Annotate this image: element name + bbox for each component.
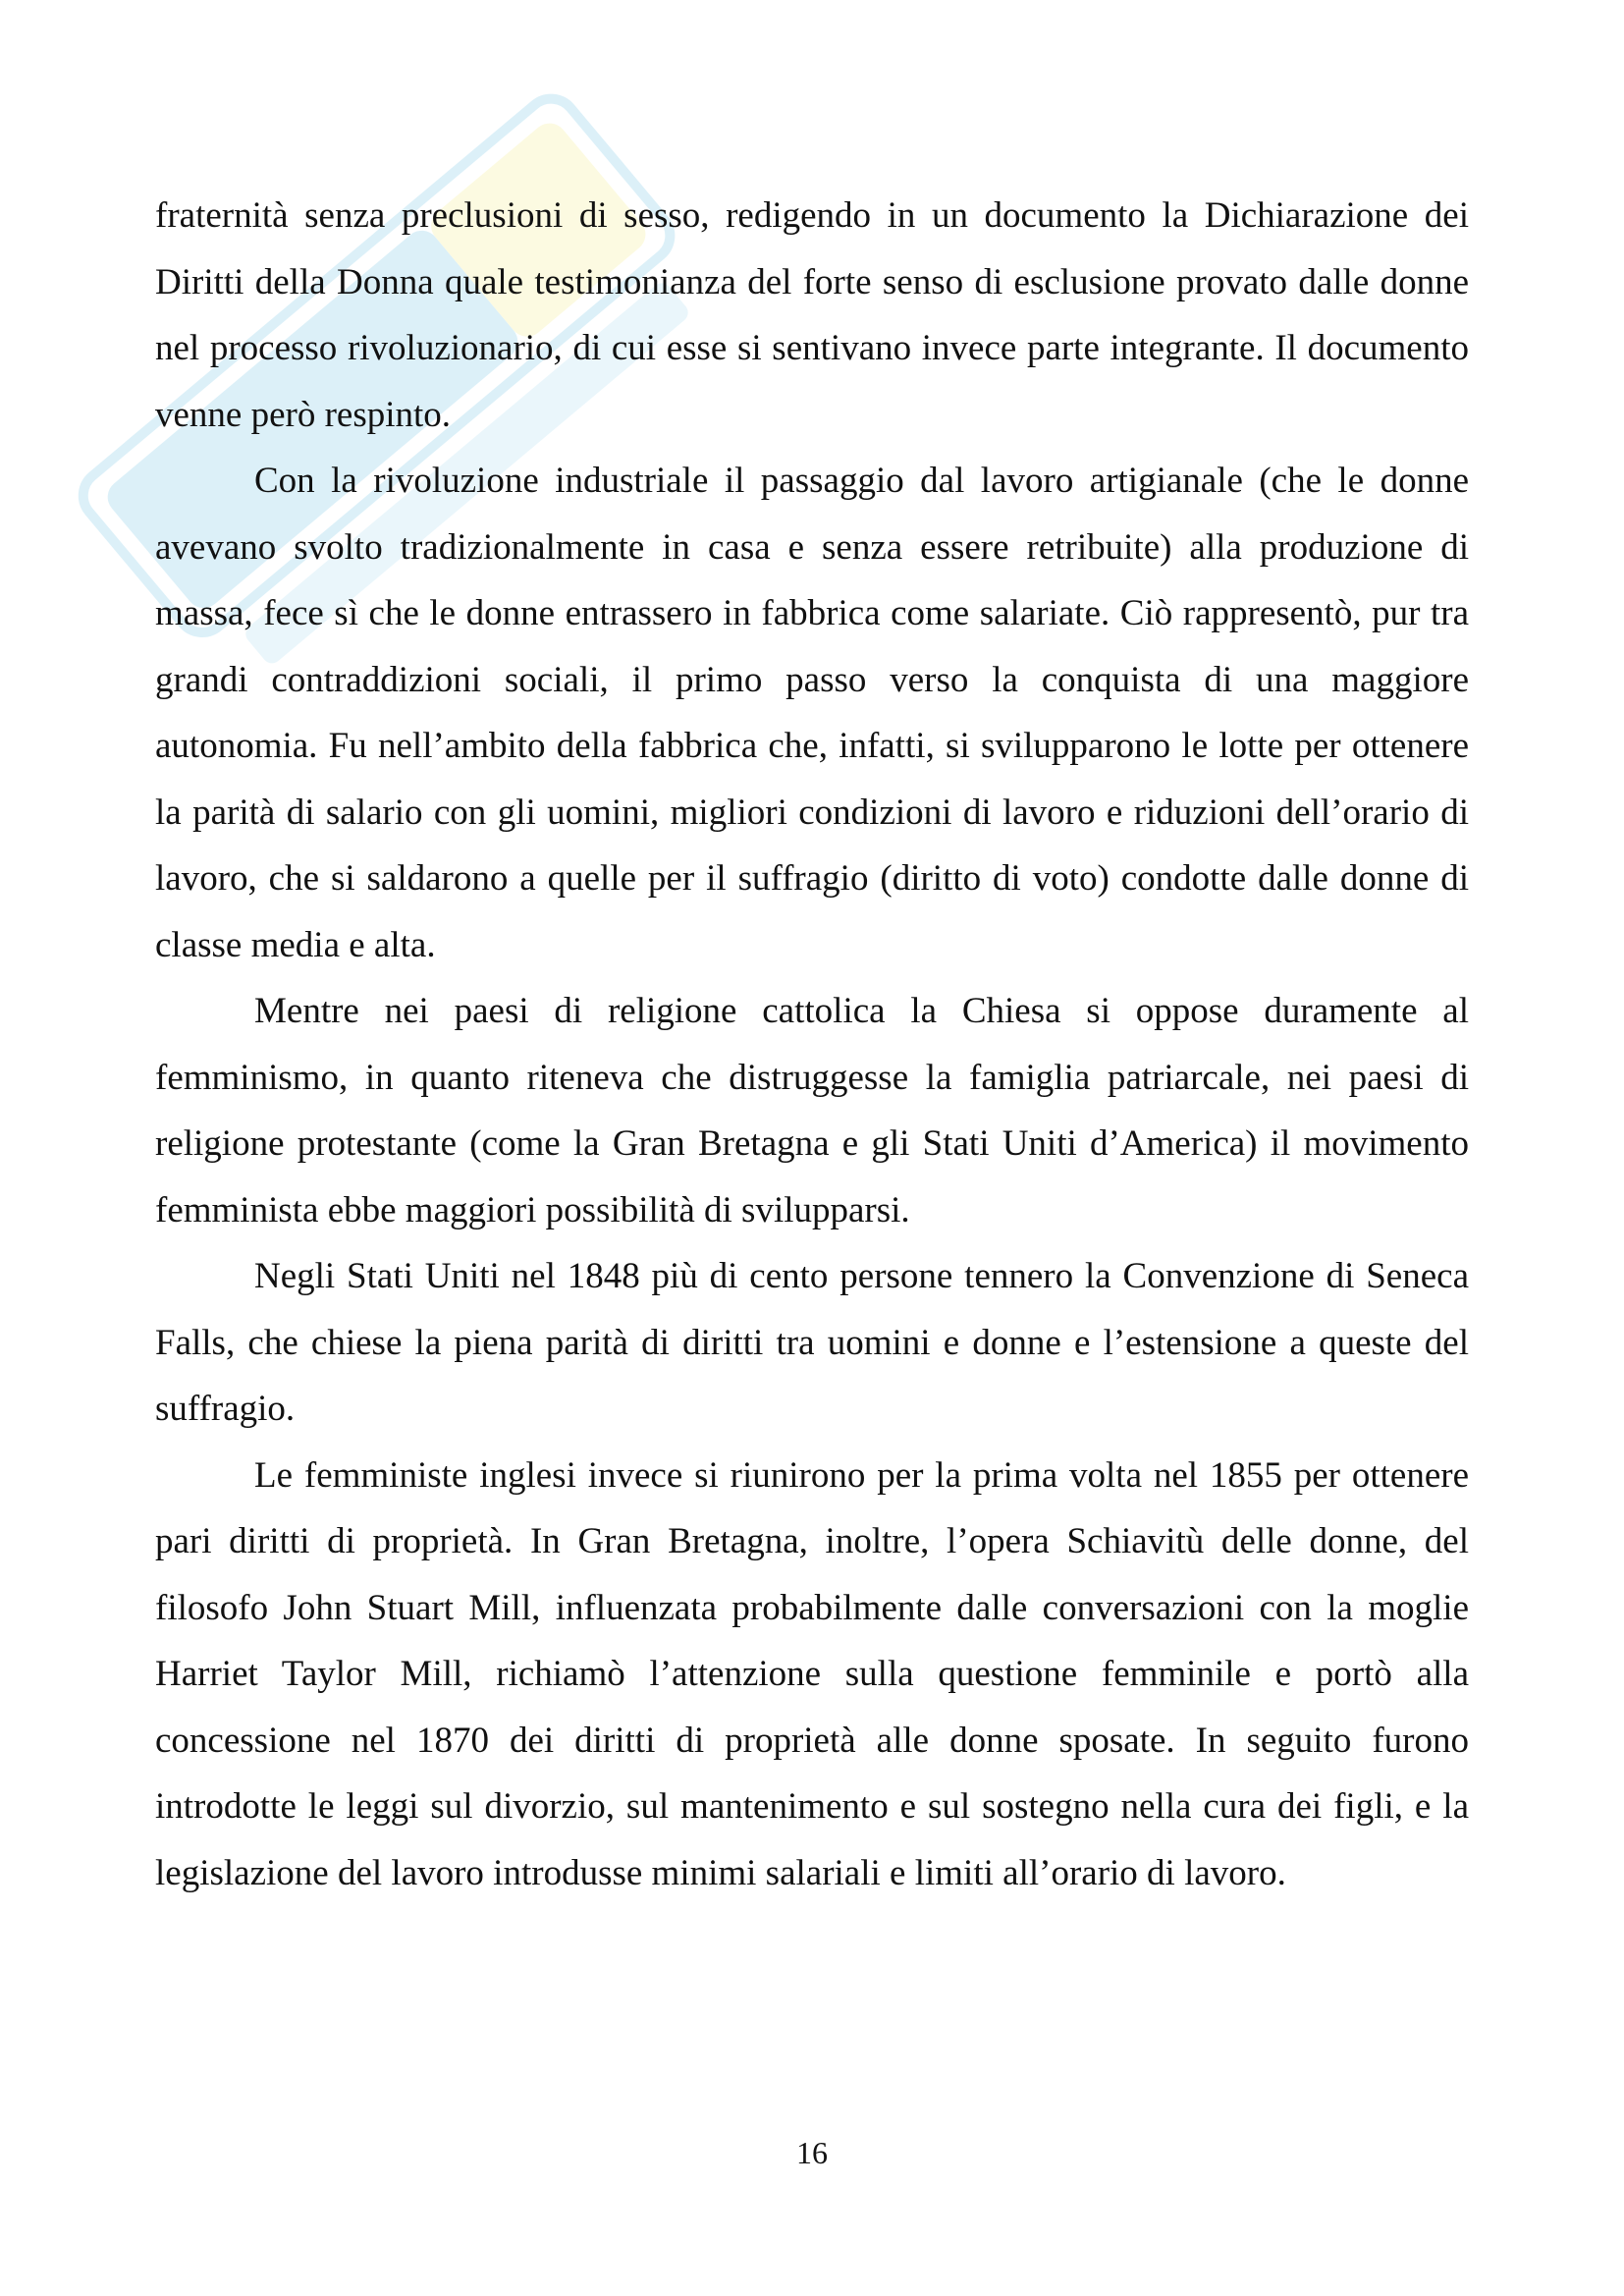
paragraph: Negli Stati Uniti nel 1848 più di cento persone tennero la Convenzione di Seneca Falls, che chiese la piena parità di diritti tra uomini e donne e l’estensione a queste del suffragio. — [155, 1256, 1469, 1429]
paragraph: Con la rivoluzione industriale il passaggio dal lavoro artigianale (che le donne avevano svolto tradizionalmente in casa e senza essere retribuite) alla produzione di massa, fece sì che le donne entrassero in fabbrica come salariate. Ciò rappresentò, pur tra grandi contraddizioni sociali, il primo passo verso la conquista di una maggiore autonomia. Fu nell’ambito della fabbrica che, infatti, si svilupparono le lotte per ottenere la parità di salario con gli uomini, migliori condizioni di lavoro e riduzioni dell’orario di lavoro, che si saldarono a quelle per il suffragio (diritto di voto) condotte dalle donne di classe media e alta. — [155, 461, 1469, 965]
body-text — [155, 183, 1469, 1906]
page-number: 16 — [796, 2135, 828, 2170]
paragraph: Mentre nei paesi di religione cattolica la Chiesa si oppose duramente al femminismo, in quanto riteneva che distruggesse la famiglia patriarcale, nei paesi di religione protestante (come la Gran Bretagna e gli Stati Uniti d’America) il movimento femminista ebbe maggiori possibilità di svilupparsi. — [155, 991, 1469, 1230]
paragraph: Le femministe inglesi invece si riunirono per la prima volta nel 1855 per ottenere pari diritti di proprietà. In Gran Bretagna, inoltre, l’opera Schiavitù delle donne, del filosofo John Stuart Mill, influenzata probabilmente dalle conversazioni con la moglie Harriet Taylor Mill, richiamò l’attenzione sulla questione femminile e portò alla concessione nel 1870 dei diritti di proprietà alle donne sposate. In seguito furono introdotte le leggi sul divorzio, sul mantenimento e sul sostegno nella cura dei figli, e la legislazione del lavoro introdusse minimi salariali e limiti all’orario di lavoro. — [155, 1454, 1469, 1893]
paragraph: fraternità senza preclusioni di sesso, redigendo in un documento la Dichiarazione dei Diritti della Donna quale testimonianza del forte senso di esclusione provato dalle donne nel processo rivoluzionario, di cui esse si sentivano invece parte integrante. Il documento venne però respinto. — [155, 195, 1469, 435]
